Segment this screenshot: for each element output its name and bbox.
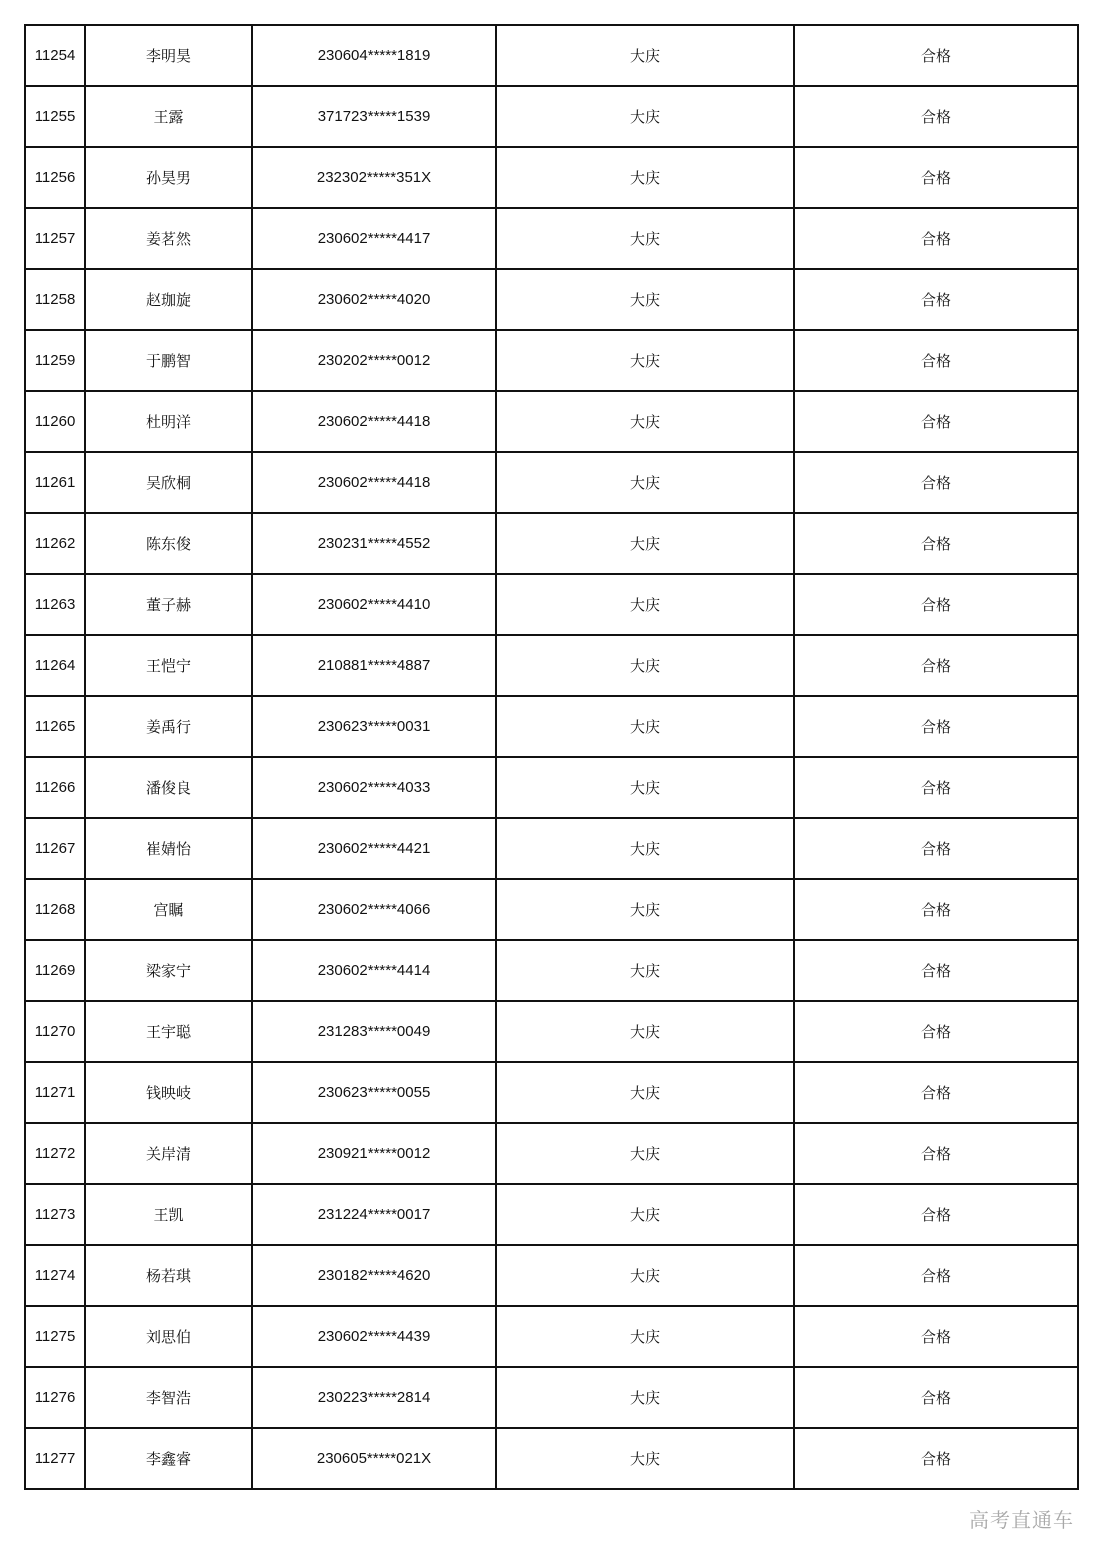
cell-city: 大庆 bbox=[496, 513, 794, 574]
cell-result: 合格 bbox=[794, 635, 1078, 696]
cell-city: 大庆 bbox=[496, 940, 794, 1001]
cell-name: 刘思伯 bbox=[85, 1306, 252, 1367]
cell-seq: 11269 bbox=[25, 940, 85, 1001]
cell-id-number: 230602*****4417 bbox=[252, 208, 496, 269]
table-row bbox=[25, 452, 1078, 513]
cell-result: 合格 bbox=[794, 1184, 1078, 1245]
cell-seq: 11271 bbox=[25, 1062, 85, 1123]
cell-name: 宫瞩 bbox=[85, 879, 252, 940]
cell-result: 合格 bbox=[794, 330, 1078, 391]
cell-name: 杨若琪 bbox=[85, 1245, 252, 1306]
cell-name: 李智浩 bbox=[85, 1367, 252, 1428]
table-row bbox=[25, 574, 1078, 635]
cell-name: 孙昊男 bbox=[85, 147, 252, 208]
table-row bbox=[25, 513, 1078, 574]
cell-city: 大庆 bbox=[496, 25, 794, 86]
cell-city: 大庆 bbox=[496, 1001, 794, 1062]
cell-seq: 11263 bbox=[25, 574, 85, 635]
cell-id-number: 230223*****2814 bbox=[252, 1367, 496, 1428]
table-row bbox=[25, 330, 1078, 391]
cell-seq: 11259 bbox=[25, 330, 85, 391]
cell-seq: 11257 bbox=[25, 208, 85, 269]
cell-id-number: 210881*****4887 bbox=[252, 635, 496, 696]
cell-seq: 11275 bbox=[25, 1306, 85, 1367]
cell-id-number: 230605*****021X bbox=[252, 1428, 496, 1489]
cell-name: 王恺宁 bbox=[85, 635, 252, 696]
table-row bbox=[25, 1367, 1078, 1428]
cell-seq: 11255 bbox=[25, 86, 85, 147]
cell-id-number: 371723*****1539 bbox=[252, 86, 496, 147]
cell-result: 合格 bbox=[794, 1245, 1078, 1306]
cell-name: 潘俊良 bbox=[85, 757, 252, 818]
cell-city: 大庆 bbox=[496, 696, 794, 757]
cell-seq: 11265 bbox=[25, 696, 85, 757]
table-row bbox=[25, 1001, 1078, 1062]
cell-id-number: 230602*****4418 bbox=[252, 391, 496, 452]
cell-id-number: 230623*****0031 bbox=[252, 696, 496, 757]
table-row bbox=[25, 1062, 1078, 1123]
table-row bbox=[25, 1245, 1078, 1306]
cell-id-number: 230602*****4410 bbox=[252, 574, 496, 635]
cell-city: 大庆 bbox=[496, 391, 794, 452]
cell-id-number: 231224*****0017 bbox=[252, 1184, 496, 1245]
cell-city: 大庆 bbox=[496, 879, 794, 940]
cell-city: 大庆 bbox=[496, 86, 794, 147]
cell-city: 大庆 bbox=[496, 818, 794, 879]
cell-name: 钱映岐 bbox=[85, 1062, 252, 1123]
cell-id-number: 230231*****4552 bbox=[252, 513, 496, 574]
cell-name: 关岸清 bbox=[85, 1123, 252, 1184]
cell-result: 合格 bbox=[794, 391, 1078, 452]
cell-seq: 11274 bbox=[25, 1245, 85, 1306]
cell-id-number: 230602*****4421 bbox=[252, 818, 496, 879]
table-row bbox=[25, 86, 1078, 147]
cell-result: 合格 bbox=[794, 818, 1078, 879]
cell-seq: 11254 bbox=[25, 25, 85, 86]
table-row bbox=[25, 1306, 1078, 1367]
cell-result: 合格 bbox=[794, 940, 1078, 1001]
cell-result: 合格 bbox=[794, 513, 1078, 574]
table-row bbox=[25, 940, 1078, 1001]
cell-result: 合格 bbox=[794, 879, 1078, 940]
cell-name: 李明昊 bbox=[85, 25, 252, 86]
cell-result: 合格 bbox=[794, 147, 1078, 208]
cell-result: 合格 bbox=[794, 1062, 1078, 1123]
cell-name: 于鹏智 bbox=[85, 330, 252, 391]
cell-id-number: 230182*****4620 bbox=[252, 1245, 496, 1306]
cell-result: 合格 bbox=[794, 574, 1078, 635]
cell-city: 大庆 bbox=[496, 574, 794, 635]
cell-name: 陈东俊 bbox=[85, 513, 252, 574]
cell-city: 大庆 bbox=[496, 1367, 794, 1428]
table-row bbox=[25, 757, 1078, 818]
cell-city: 大庆 bbox=[496, 147, 794, 208]
table-row bbox=[25, 147, 1078, 208]
cell-name: 王宇聪 bbox=[85, 1001, 252, 1062]
cell-result: 合格 bbox=[794, 86, 1078, 147]
cell-result: 合格 bbox=[794, 696, 1078, 757]
cell-seq: 11258 bbox=[25, 269, 85, 330]
table-row bbox=[25, 269, 1078, 330]
cell-name: 梁家宁 bbox=[85, 940, 252, 1001]
cell-result: 合格 bbox=[794, 452, 1078, 513]
cell-seq: 11273 bbox=[25, 1184, 85, 1245]
cell-seq: 11261 bbox=[25, 452, 85, 513]
cell-result: 合格 bbox=[794, 1001, 1078, 1062]
cell-id-number: 230602*****4033 bbox=[252, 757, 496, 818]
table-row bbox=[25, 879, 1078, 940]
table-row bbox=[25, 635, 1078, 696]
cell-id-number: 230602*****4418 bbox=[252, 452, 496, 513]
cell-seq: 11267 bbox=[25, 818, 85, 879]
cell-name: 崔婧怡 bbox=[85, 818, 252, 879]
cell-city: 大庆 bbox=[496, 452, 794, 513]
cell-city: 大庆 bbox=[496, 1245, 794, 1306]
cell-result: 合格 bbox=[794, 1306, 1078, 1367]
cell-city: 大庆 bbox=[496, 635, 794, 696]
cell-id-number: 230921*****0012 bbox=[252, 1123, 496, 1184]
table-row bbox=[25, 1184, 1078, 1245]
cell-city: 大庆 bbox=[496, 208, 794, 269]
cell-seq: 11264 bbox=[25, 635, 85, 696]
cell-result: 合格 bbox=[794, 1367, 1078, 1428]
cell-city: 大庆 bbox=[496, 1062, 794, 1123]
cell-id-number: 230602*****4439 bbox=[252, 1306, 496, 1367]
cell-name: 姜茗然 bbox=[85, 208, 252, 269]
cell-city: 大庆 bbox=[496, 757, 794, 818]
table-row bbox=[25, 818, 1078, 879]
roster-body bbox=[25, 25, 1078, 1489]
cell-city: 大庆 bbox=[496, 1428, 794, 1489]
cell-city: 大庆 bbox=[496, 330, 794, 391]
cell-seq: 11277 bbox=[25, 1428, 85, 1489]
cell-seq: 11262 bbox=[25, 513, 85, 574]
cell-seq: 11270 bbox=[25, 1001, 85, 1062]
cell-seq: 11266 bbox=[25, 757, 85, 818]
cell-city: 大庆 bbox=[496, 1306, 794, 1367]
cell-result: 合格 bbox=[794, 1428, 1078, 1489]
cell-name: 李鑫睿 bbox=[85, 1428, 252, 1489]
cell-seq: 11272 bbox=[25, 1123, 85, 1184]
watermark-logo: 高考直通车 bbox=[969, 1508, 1074, 1532]
cell-id-number: 231283*****0049 bbox=[252, 1001, 496, 1062]
cell-city: 大庆 bbox=[496, 1123, 794, 1184]
cell-result: 合格 bbox=[794, 757, 1078, 818]
table-row bbox=[25, 25, 1078, 86]
cell-result: 合格 bbox=[794, 25, 1078, 86]
cell-id-number: 230202*****0012 bbox=[252, 330, 496, 391]
cell-name: 杜明洋 bbox=[85, 391, 252, 452]
cell-id-number: 230604*****1819 bbox=[252, 25, 496, 86]
cell-id-number: 230623*****0055 bbox=[252, 1062, 496, 1123]
cell-name: 董子赫 bbox=[85, 574, 252, 635]
cell-seq: 11260 bbox=[25, 391, 85, 452]
cell-name: 王露 bbox=[85, 86, 252, 147]
cell-city: 大庆 bbox=[496, 269, 794, 330]
cell-id-number: 230602*****4414 bbox=[252, 940, 496, 1001]
cell-id-number: 230602*****4066 bbox=[252, 879, 496, 940]
table-row bbox=[25, 391, 1078, 452]
table-row bbox=[25, 208, 1078, 269]
table-row bbox=[25, 696, 1078, 757]
cell-name: 吴欣桐 bbox=[85, 452, 252, 513]
table-row bbox=[25, 1123, 1078, 1184]
roster-table bbox=[24, 24, 1079, 1490]
cell-name: 姜禹行 bbox=[85, 696, 252, 757]
cell-seq: 11268 bbox=[25, 879, 85, 940]
cell-seq: 11256 bbox=[25, 147, 85, 208]
cell-result: 合格 bbox=[794, 208, 1078, 269]
cell-id-number: 230602*****4020 bbox=[252, 269, 496, 330]
cell-city: 大庆 bbox=[496, 1184, 794, 1245]
cell-seq: 11276 bbox=[25, 1367, 85, 1428]
cell-id-number: 232302*****351X bbox=[252, 147, 496, 208]
table-row bbox=[25, 1428, 1078, 1489]
cell-name: 王凯 bbox=[85, 1184, 252, 1245]
cell-result: 合格 bbox=[794, 1123, 1078, 1184]
cell-result: 合格 bbox=[794, 269, 1078, 330]
cell-name: 赵珈旋 bbox=[85, 269, 252, 330]
